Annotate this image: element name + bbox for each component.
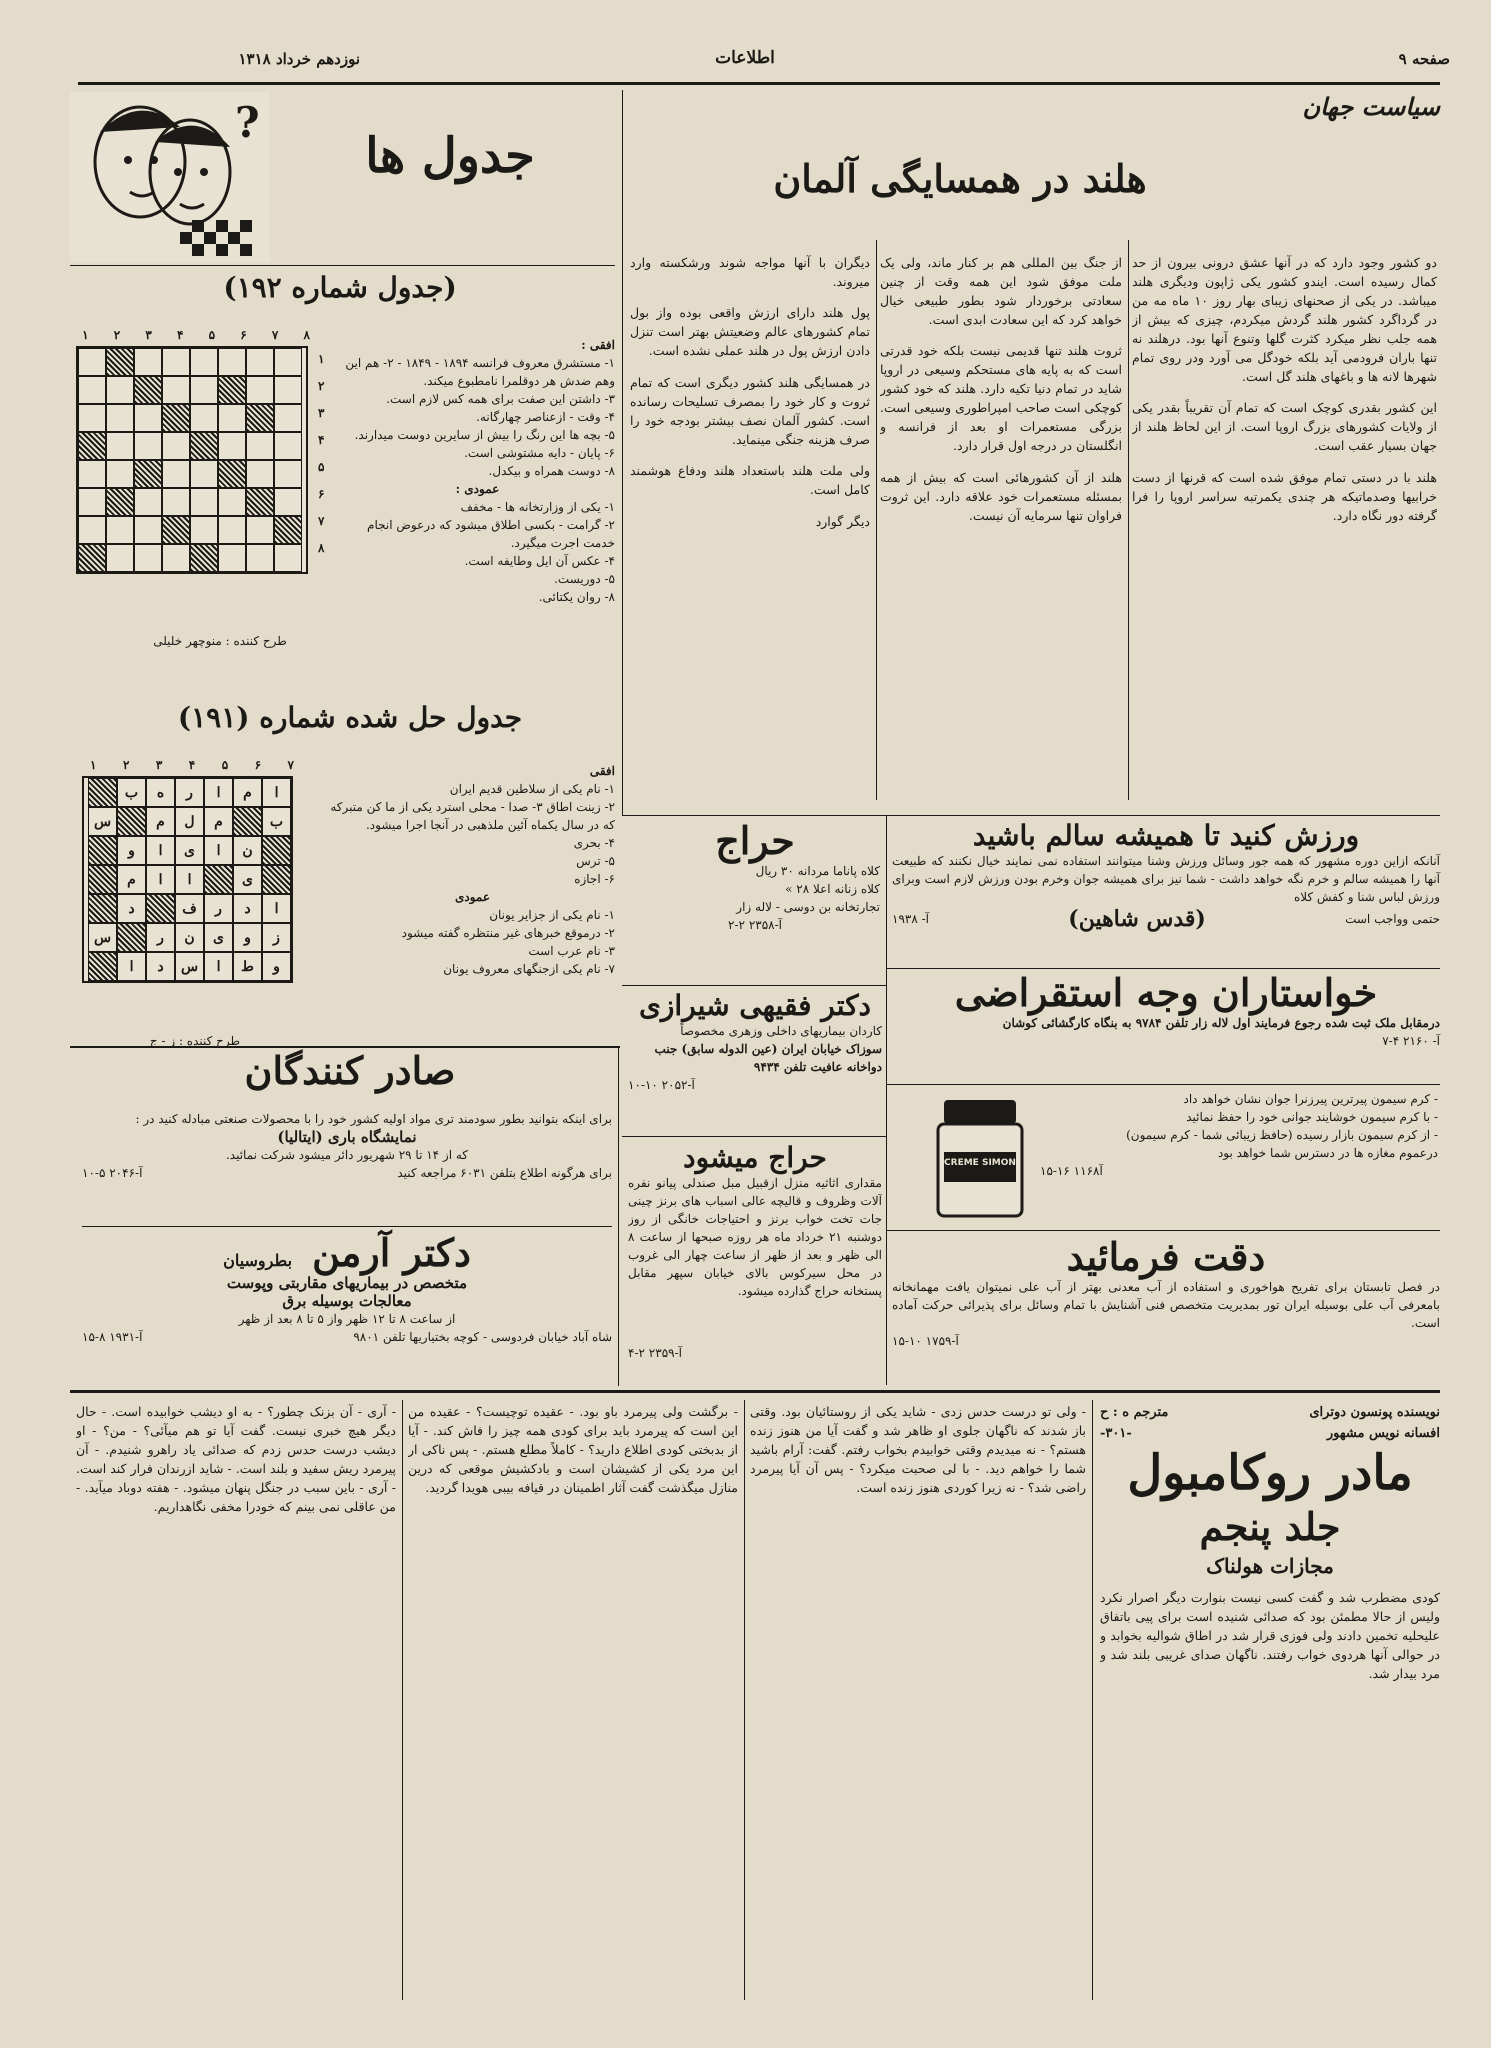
politics-paragraph: پول هلند دارای ارزش واقعی بوده واز بول تمام کشورهای عالم وضعیتش بهتر است تنزل دادن ارزش پول در هلند عملی نشده است. [630, 305, 870, 358]
cream-label: CREME SIMON [944, 1158, 1016, 1168]
solved-crossword-cell: م [204, 807, 233, 836]
clue: ۸- دوست همراه و بیکدل. [488, 464, 615, 478]
crossword-cell [78, 348, 106, 376]
crossword-cell [246, 432, 274, 460]
doctor-armen-ad [82, 1232, 612, 1346]
col-num: ۸ [303, 328, 310, 342]
solved-clues [330, 762, 615, 1037]
solved-crossword-cell: د [146, 952, 175, 981]
col-num: ۵ [208, 328, 216, 342]
solved-crossword-cell [262, 836, 291, 865]
row-num: ۸ [318, 541, 325, 555]
politics-paragraph: دو کشور وجود دارد که در آنها عشق درونی بیرون از حد کمال رسیده است. ایندو کشور یکی ژاپون ودیگری هلند میباشد. در یکی از صحنهای زیبای بهار روز ۱۰ ماه مه من در گرداگرد کشور هلند گردش میکردم، چیزی که بیش از همه جلب نظر میکرد کثرت گلها وتنوع آنها بود. درهلند نه تنها باران فرودمی آید بلکه خودگل می آورد ودر روی تمام شهرها لانه ها و باغهای هلند گل است. [1132, 254, 1437, 384]
solved-crossword-cell: ه [146, 778, 175, 807]
crossword-cell [134, 376, 162, 404]
solved-crossword-cell: م [146, 807, 175, 836]
solved-crossword-cell: ب [262, 807, 291, 836]
attention-body: در فصل تابستان برای تفریح هواخوری و استفاده از آب معدنی بهتر از آب علی نمیتوان یافت مهمانخانه بامعرفی آب علی بوسیله ایران تور بمدیریت متخصص فنی آشنایش با تمام وسائل برای پذیرائی حرکت آماده است. [892, 1279, 1440, 1330]
serial-subtitle: مجازات هولناک [1206, 1553, 1334, 1578]
solved-crossword-cell [88, 778, 117, 807]
solved-crossword-cell: ل [175, 807, 204, 836]
crossword-cell [106, 488, 134, 516]
doctor-shirazi-title: دکتر فقیهی شیرازی [638, 989, 871, 1022]
attention-title: دقت فرمائید [1066, 1234, 1266, 1279]
col-num: ۴ [176, 328, 184, 342]
crossword-192 [76, 328, 316, 574]
doctor-armen-hours: از ساعت ۸ تا ۱۲ ظهر واز ۵ تا ۸ بعد از ظهر [238, 1311, 456, 1326]
clue: ۴- وقت - ازعناصر چهارگانه. [476, 410, 615, 424]
section-rule [82, 1226, 612, 1227]
importers-title: صادر کنندگان [244, 1048, 456, 1093]
politics-paragraph: دیگران با آنها مواجه شوند ورشکسته وارد میروند. [630, 254, 870, 289]
column-divider [618, 1046, 619, 1386]
solved-crossword-cell: ی [204, 923, 233, 952]
solved-crossword-cell: ف [175, 894, 204, 923]
crossword-cell [246, 404, 274, 432]
solved-crossword-cell: م [117, 865, 146, 894]
clue: ۲- درموقع خبرهای غیر منتظره گفته میشود [401, 926, 615, 940]
crossword-cell [162, 488, 190, 516]
cream-ref: آ۱۱۶۸ ۱۶-۱۵ [1040, 1164, 1103, 1178]
serial-volume: جلد پنجم [1199, 1503, 1341, 1549]
solved-crossword-cell: ا [204, 952, 233, 981]
crossword-cell [78, 488, 106, 516]
crossword-cell [190, 516, 218, 544]
cream-jar-icon [930, 1092, 1030, 1222]
column-divider [886, 815, 887, 1385]
col-num: ۳ [155, 758, 163, 772]
crossword-191 [82, 758, 302, 983]
svg-text:?: ? [235, 98, 260, 147]
crossword-cell [106, 460, 134, 488]
crossword-cell [274, 348, 302, 376]
row-num: ۴ [318, 433, 325, 447]
solved-crossword-cell: ز [262, 923, 291, 952]
crossword-cell [246, 544, 274, 572]
lenders-footer [892, 1032, 1440, 1050]
solved-crossword-cell: ا [146, 836, 175, 865]
crossword-cell [218, 404, 246, 432]
clue: ۵- دوریست. [554, 572, 615, 586]
clue: ۴- عکس آن ایل وطایفه است. [464, 554, 615, 568]
solved-crossword-cell: د [117, 894, 146, 923]
solved-crossword-cell [88, 865, 117, 894]
politics-paragraph: ولی ملت هلند باستعداد هلند ودفاع هوشمند کامل است. [630, 463, 870, 497]
sport-note: حتمی وواجب است [1345, 912, 1440, 927]
crossword-cell [78, 516, 106, 544]
solved-crossword-cell [262, 865, 291, 894]
solved-crossword-cell: ن [175, 923, 204, 952]
crossword-column-numbers [76, 328, 316, 342]
current-puzzle-title-text: (جدول شماره ۱۹۲) [223, 271, 457, 304]
auction-title: حراج [715, 818, 795, 863]
politics-paragraph: هلند با در دستی تمام موفق شده است که قرنها از دست خرابیها وصدماتیکه هر چندی یکمرتبه سراسر اروپا را فرا گرفته دور نگاه دارد. [1132, 469, 1437, 523]
clue: ۲- گرامت - بکسی اطلاق میشود که درعوض انجام خدمت اجرت میگیرد. [367, 518, 615, 550]
col-num: ۶ [254, 758, 262, 772]
clue: ۱- نام یکی از سلاطین قدیم ایران [449, 782, 615, 796]
crossword-cell [106, 544, 134, 572]
solved-down-label: عمودی [454, 890, 491, 904]
politics-column-3 [630, 240, 870, 800]
lenders-body: درمقابل ملک ثبت شده رجوع فرمایند اول لاله زار تلفن ۹۷۸۴ به بنگاه کارگشائی کوشان [1002, 1015, 1440, 1030]
crossword-cell [162, 376, 190, 404]
solved-crossword-cell: ا [204, 778, 233, 807]
importers-venue: نمایشگاه باری (ایتالیا) [277, 1128, 417, 1146]
col-num: ۴ [188, 758, 196, 772]
doctor-shirazi-ad [628, 990, 882, 1094]
serial-column-4: - آری - آن بزنک چطور؟ - به او دیشب خوابیده است. - حال دیگر هیچ خبری نیست. گفت آیا تو هم میآئی؟ - من؟ - او دیشب درست حدس زدم که صدائی یاد راهرو شنیدم. - آن پیرمرد ریش سفید و بلند است. - شاید ازرندان فرار کند است. - آری - باین سبب در جنگل پنهان میشود. - هفته دوباد میآید. - من عاقلی نمی بینم که خودرا مخفی نگاهداریم. [76, 1404, 396, 1514]
crossword-cell [162, 404, 190, 432]
solved-designer: طرح کننده : ز - ج [149, 1034, 241, 1048]
crossword-cell [106, 376, 134, 404]
clue: ۵- بچه ها این رنگ را بیش از سایرین دوست میدارند. [354, 428, 615, 442]
solved-crossword-cell: ا [262, 778, 291, 807]
crossword-cell [106, 348, 134, 376]
cream-line: - کرم سیمون پیرترین پیرزنرا جوان نشان خواهد داد [1183, 1092, 1438, 1106]
cream-footer: درعموم مغازه ها در دسترس شما خواهد بود [1217, 1146, 1438, 1160]
crossword-cell [78, 404, 106, 432]
crossword-cell [78, 432, 106, 460]
faces-illustration-icon [70, 92, 270, 262]
importers-dates: که از ۱۴ تا ۲۹ شهریور دائر میشود شرکت نمائید. [225, 1148, 469, 1162]
solved-crossword-cell: ر [204, 894, 233, 923]
importers-body [82, 1110, 612, 1182]
solved-crossword-cell: ر [175, 778, 204, 807]
lenders-ad [892, 972, 1440, 1050]
solved-crossword-cell [233, 807, 262, 836]
solved-crossword-cell: س [88, 923, 117, 952]
doctor-shirazi-ref: آ-۲۰۵۲ ۱۰-۱۰ [628, 1078, 695, 1093]
clue: ۱- یکی از وزارتخانه ها - مخفف [460, 500, 615, 514]
col-num: ۶ [240, 328, 247, 342]
crossword-cell [274, 516, 302, 544]
solved-crossword-cell: و [117, 836, 146, 865]
crossword-cell [106, 432, 134, 460]
issue-date: نوزدهم خرداد ۱۳۱۸ [238, 50, 360, 68]
col-num: ۷ [271, 328, 279, 342]
solved-puzzle-title-text: جدول حل شده شماره (۱۹۱) [177, 701, 523, 734]
crossword-cell [162, 348, 190, 376]
sport-title: ورزش کنید تا همیشه سالم باشید [972, 819, 1360, 852]
sport-brand: (قدس شاهین) [1068, 906, 1206, 933]
solved-crossword-cell [117, 807, 146, 836]
auction2-ad [628, 1142, 882, 1362]
column-divider [1128, 240, 1129, 800]
column-divider [1092, 1400, 1093, 2000]
solved-crossword-cell: ن [233, 836, 262, 865]
solved-crossword-cell: ر [146, 923, 175, 952]
crossword-cell [162, 544, 190, 572]
crossword-cell [190, 460, 218, 488]
clue: ۶- پایان - دایه مشتوشی است. [464, 446, 615, 460]
politics-paragraph: از جنگ بین المللی هم بر کنار ماند، ولی یک ملت موفق شود این همه وقت از چنین سعادتی برخوردار شود بطور طبیعی خیال خواهد کرد که این سعادت ابدی است. [880, 254, 1122, 327]
importers-ref: آ-۲۰۴۶ ۵-۱۰ [82, 1166, 143, 1180]
solved-column-numbers [82, 758, 302, 772]
col-num: ۲ [113, 328, 121, 342]
crossword-cell [246, 348, 274, 376]
doctor-armen-address: شاه آباد خیابان فردوسی - کوچه بختیاریها تلفن ۹۸۰۱ [353, 1329, 612, 1344]
column-divider [876, 240, 877, 800]
crossword-cell [78, 460, 106, 488]
clue: ۳- نام عرب است [528, 944, 615, 958]
col-num: ۷ [287, 758, 294, 772]
politics-paragraph: ثروت هلند تنها قدیمی نیست بلکه خود قدرتی است که به پایه های مستحکم وسیعی در اروپا شاید در تمام دنیا تکیه دارد. هلند که خود کشور کوچکی است صاحب امپراطوری وسیعی است. بزرگی مستعمرات او بعد از فرانسه و انگلستان در درجه اول قرار دارد. [880, 343, 1122, 453]
row-num: ۱ [318, 352, 325, 366]
solved-crossword-cell: س [88, 807, 117, 836]
crossword-cell [218, 544, 246, 572]
solved-crossword-cell: و [262, 952, 291, 981]
crossword-cell [134, 460, 162, 488]
crossword-row-numbers [318, 352, 332, 555]
row-num: ۲ [318, 379, 325, 393]
crossword-cell [246, 488, 274, 516]
puzzle-designer: طرح کننده : منوچهر خلیلی [153, 634, 287, 648]
crossword-cell [134, 432, 162, 460]
crossword-cell [274, 404, 302, 432]
crossword-cell [218, 460, 246, 488]
solved-crossword-cell [117, 923, 146, 952]
current-puzzle-title [190, 272, 490, 304]
clue: ۸- روان یکتائی. [538, 590, 615, 604]
serial-author: نویسنده پونسون دوترای [1309, 1405, 1440, 1420]
crossword-cell [134, 544, 162, 572]
sport-body: آنانکه ازاین دوره مشهور که همه جور وسائل ورزش وشنا میتوانند استفاده نمی نمایند خیال نکنند که طبیعت آنها را همیشه سالم و خرم نگه خواهد داشت - شما نیز برای همیشه جوان وخرم بودن ورزش لازم است وبرای ورزش لباس شنا و کفش کلاه [892, 854, 1440, 905]
section-rule [622, 985, 886, 986]
auction-ad [630, 820, 880, 934]
auction-line: کلاه پاناما مردانه ۳۰ ریال [755, 863, 880, 878]
column-divider [402, 1400, 403, 2000]
cream-jar-image [930, 1092, 1030, 1222]
solved-crossword-cell: ی [233, 865, 262, 894]
clue: ۴- بحرى [573, 836, 615, 850]
row-num: ۷ [318, 514, 325, 528]
crossword-cell [274, 460, 302, 488]
section-rule [886, 968, 1440, 969]
sport-ad [892, 820, 1440, 932]
crossword-cell [190, 544, 218, 572]
crossword-cell [106, 404, 134, 432]
serial-title: مادر روکامبول [1127, 1445, 1413, 1501]
crossword-grid [76, 346, 308, 574]
doctor-shirazi-address: سوزاک خیابان ایران (عین الدوله سابق) جنب دواخانه عافیت تلفن ۹۴۳۴ [654, 1042, 882, 1075]
solved-crossword-cell [88, 894, 117, 923]
doctor-armen-ref: آ-۱۹۳۱ ۸-۱۵ [82, 1329, 143, 1344]
clue: ۱- مستشرق معروف فرانسه ۱۸۹۴ - ۱۸۴۹ - ۲- هم این وهم ضدش هر دوقلمرا نامطبوع میکند. [345, 356, 615, 388]
crossword-cell [218, 488, 246, 516]
solved-crossword-cell: ا [146, 865, 175, 894]
politics-paragraph: این کشور بقدری کوچک است که تمام آن تقریباً بقدر یکی از ولایات کشورهای بزرگ اروپا است. از این لحاظ هلند از جهان بسیار عقب است. [1132, 400, 1437, 453]
puzzle-title-text: جدول ها [365, 128, 535, 184]
crossword-cell [274, 544, 302, 572]
solved-crossword-cell [146, 894, 175, 923]
cream-ad [1040, 1090, 1438, 1180]
importers-ad [90, 1050, 610, 1092]
serial-rule [70, 1390, 1440, 1393]
solved-crossword-cell: د [233, 894, 262, 923]
serial-column-3: - برگشت ولی پیرمرد باو بود. - عقیده توچیست؟ - عقیده من این است که پیرمرد باید برای کودی همه چیز را فاش کند. - آیا از بدبختی کودی اطلاع دارید؟ - کاملاً مطلع هستم. - پس ناکی ار این مرد یکی از کشیشان است و بادکشیش موقعی که درین منازل میگذشت گفت آثار اطمینان در قیافه بیبی هویدا گردید. [408, 1404, 738, 1495]
solved-crossword-grid [82, 776, 293, 983]
cream-line: - با کرم سیمون خوشایند جوانی خود را حفظ نمائید [1186, 1110, 1438, 1124]
crossword-cell [78, 544, 106, 572]
crossword-cell [218, 516, 246, 544]
across-label: افقی : [581, 338, 615, 352]
importers-footer [82, 1164, 612, 1182]
page-number: صفحه ۹ [1398, 50, 1450, 68]
solved-crossword-cell: ب [117, 778, 146, 807]
crossword-cell [190, 348, 218, 376]
section-rule [70, 265, 615, 266]
solved-crossword-cell [88, 836, 117, 865]
solved-crossword-cell: ا [175, 865, 204, 894]
crossword-cell [190, 432, 218, 460]
lenders-ref: آ- ۲۱۶۰ ۴-۷ [1382, 1033, 1440, 1048]
serial-kicker: افسانه نویس مشهور [1326, 1426, 1440, 1441]
crossword-cell [162, 460, 190, 488]
crossword-cell [218, 376, 246, 404]
crossword-cell [162, 516, 190, 544]
crossword-cell [134, 348, 162, 376]
crossword-cell [134, 404, 162, 432]
column-divider [622, 90, 623, 815]
col-num: ۲ [122, 758, 130, 772]
col-num: ۳ [145, 328, 152, 342]
puzzle-illustration [70, 92, 270, 262]
row-num: ۳ [318, 406, 325, 420]
politics-headline [620, 158, 1300, 200]
clue: ۳- داشتن این صفت برای همه کس لازم است. [386, 392, 615, 406]
crossword-cell [246, 460, 274, 488]
solved-puzzle-title [140, 702, 560, 734]
row-num: ۶ [318, 487, 325, 501]
crossword-cell [218, 348, 246, 376]
doctor-armen-footer [82, 1328, 612, 1346]
lenders-title: خواستاران وجه استقراضی [954, 970, 1378, 1015]
attention-ad [892, 1236, 1440, 1350]
crossword-cell [246, 516, 274, 544]
crossword-cell [190, 376, 218, 404]
doctor-armen-specialty: متخصص در بیماریهای مقاربتی وپوست [226, 1273, 468, 1292]
crossword-cell [106, 516, 134, 544]
politics-section-label: سیاست جهان [1302, 92, 1440, 121]
crossword-cell [246, 376, 274, 404]
section-rule [622, 815, 1440, 816]
solved-crossword-cell: ی [175, 836, 204, 865]
politics-headline-text: هلند در همسایگی آلمان [773, 156, 1147, 201]
crossword-cell [274, 432, 302, 460]
politics-paragraph: دیگر گوارد [815, 513, 870, 529]
doctor-armen-treatment: معالجات بوسیله برق [282, 1291, 412, 1310]
doctor-shirazi-desc: کاردان بیماریهای داخلی وزهری مخصوصاً [680, 1024, 882, 1039]
sport-ref: آ- ۱۹۳۸ [892, 912, 929, 927]
auction2-title: حراج میشود [683, 1141, 827, 1174]
crossword-cell [134, 516, 162, 544]
col-num: ۵ [221, 758, 229, 772]
solved-crossword-cell: ا [117, 952, 146, 981]
crossword-cell [190, 488, 218, 516]
auction-line: کلاه زنانه اعلا ۲۸ » [785, 881, 880, 896]
section-rule [622, 1136, 886, 1137]
solved-crossword-cell: م [233, 778, 262, 807]
politics-paragraph: در همسایگی هلند کشور دیگری است که تمام ثروت و کار خود را بمصرف تسلیحات رسانده است. کشور آلمان نصف بیشتر بودجه خود را صرف هزینه جنگی مینماید. [630, 374, 870, 447]
section-rule [886, 1230, 1440, 1231]
solved-across-label: افقی [589, 764, 615, 778]
doctor-armen-title: دکتر آرمن [312, 1230, 471, 1275]
serial-header [1100, 1405, 1440, 1898]
auction-line: تجارتخانه بن دوسی - لاله زار [736, 899, 880, 914]
clue: ۷- نام یکی ازجنگهای معروف یونان [443, 962, 615, 976]
crossword-cell [274, 376, 302, 404]
doctor-armen-surname: بطروسیان [223, 1251, 293, 1270]
cream-line: - از کرم سیمون بازار رسیده (حافظ زیبائی شما - کرم سیمون) [1126, 1128, 1438, 1142]
masthead-rule [78, 82, 1440, 85]
solved-crossword-cell: س [175, 952, 204, 981]
down-label: عمودی : [455, 482, 500, 496]
serial-translator: مترجم ه : ح [1100, 1405, 1169, 1420]
solved-crossword-cell [88, 952, 117, 981]
solved-crossword-cell: ا [204, 836, 233, 865]
auction2-ref: آ-۲۳۵۹ ۲-۴ [628, 1346, 682, 1361]
crossword-cell [134, 488, 162, 516]
solved-crossword-cell: و [233, 923, 262, 952]
crossword-cell [78, 376, 106, 404]
puzzle-clues [340, 336, 615, 636]
puzzle-title [290, 130, 610, 183]
section-rule [886, 1084, 1440, 1085]
column-divider [744, 1400, 745, 2000]
crossword-cell [218, 432, 246, 460]
auction-ref: آ-۲۳۵۸ ۲-۲ [728, 917, 782, 932]
serial-column-2: - ولی تو درست حدس زدی - شاید یکی از روستائیان بود. وقتی باز شدند که ناگهان جلوی او ظاهر شد و گفت آیا من هنوز زنده هستم؟ - نه میدیدم وقتی خوابیدم بخواب رفتم. گفت: آرام باشید شما را خواهم دید. - با لی صحبت میکرد؟ - پس آن آیا پیرمرد راضی شد؟ - نه زیرا کوردی هنوز زنده است. [750, 1404, 1086, 1495]
serial-column-1: کودی مضطرب شد و گفت کسی نیست بنوارت دیگر اصرار نکرد ولیس از حالا مطمئن بود که صدائی شنیده است برای پیی باتفاق علیحلیه تخمین دادند ولی فوزی قرار شد در اطاق شوالیه بخوابد و در حوالی آنها هردوی خواب رفتند. ناگهان صدای غریبی بلند شد و مرد بیدار شد. [1100, 1589, 1440, 1681]
importers-contact: برای هرگونه اطلاع بتلفن ۶۰۳۱ مراجعه کنید [397, 1166, 612, 1180]
clue: ۵- ترس [576, 854, 615, 868]
solved-crossword-cell: ط [233, 952, 262, 981]
auction2-body: مقداری اثاثیه منزل ازقبیل مبل صندلی پیانو نفره آلات وظروف و قالیچه عالی اسباب های برنز چینی جات تخت خواب برنز و احتیاجات خانگی از روز دوشنبه ۲۱ خرداد ماه هر روزه صبحها از ساعت ۸ الی ظهر و بعد از ظهر از ساعت چهار الی غروب در محل سیرکوس بالای خیابان سپهر مقابل پستخانه حراج گذارده میشود. [628, 1176, 882, 1299]
attention-ref: آ-۱۷۵۹ ۱۰-۱۵ [892, 1333, 959, 1348]
crossword-cell [190, 404, 218, 432]
importers-text: برای اینکه بتوانید بطور سودمند تری مواد اولیه کشور خود را با محصولات صنعتی مبادله کنید در : [135, 1112, 612, 1126]
solved-crossword-cell [204, 865, 233, 894]
politics-paragraph: هلند از آن کشورهائی است که بیش از همه بمسئله مستعمرات خود علاقه دارد. این ثروت فراوان تنها سرمایه آن نیست. [880, 469, 1122, 523]
crossword-cell [162, 432, 190, 460]
solved-crossword-cell: ا [262, 894, 291, 923]
politics-column-2 [880, 240, 1122, 800]
clue: ۶- اجازه [574, 872, 615, 886]
clue: ۲- زینت اطاق ۳- صدا - محلی استرد یکی از ما کن متبرکه که در سال یکماه آئین ملذهبی در آنجا اجرا میشود. [330, 800, 615, 832]
col-num: ۱ [82, 328, 89, 342]
politics-column-1 [1132, 240, 1437, 800]
crossword-cell [274, 488, 302, 516]
col-num: ۱ [90, 758, 97, 772]
clue: ۱- نام یکی از جزایر یونان [489, 908, 615, 922]
paper-name: اطلاعات [715, 48, 775, 68]
row-num: ۵ [318, 460, 325, 474]
serial-episode: -۳۰۱- [1100, 1426, 1132, 1441]
